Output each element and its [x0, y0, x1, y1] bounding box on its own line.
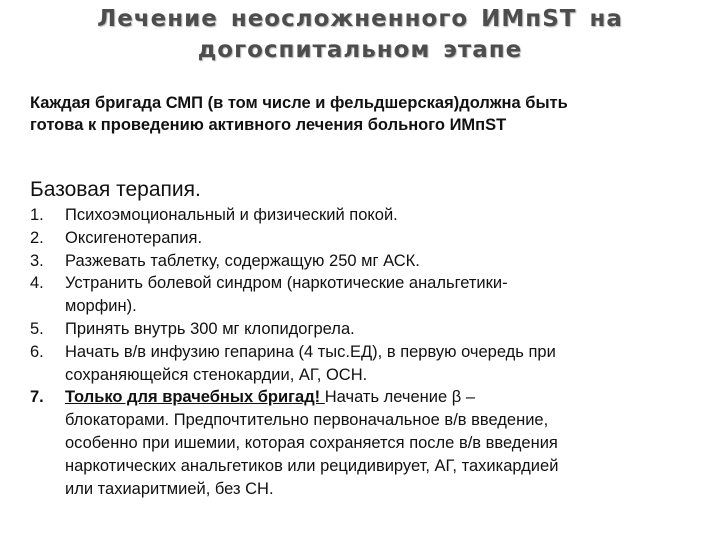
list-item [30, 227, 690, 250]
list-item [30, 341, 690, 387]
list-item-text: блокаторами. Предпочтительно первоначальное в/в введение, [65, 411, 549, 430]
list-item-text: Оксигенотерапия. [65, 228, 203, 247]
list-item-text: Психоэмоциональный и физический покой. [65, 206, 398, 224]
list-item-text: Устранить болевой синдром (наркотические анальгетики- [65, 274, 508, 293]
intro-line-1: Каждая бригада СМП (в том числе и фельдшерская)должна быть [30, 94, 568, 112]
list-item-first-line [65, 386, 690, 409]
list-item [30, 272, 690, 318]
list-item-text: морфин). [65, 297, 137, 316]
list-item-text: сохраняющейся стенокардии, АГ, ОСН. [65, 365, 368, 384]
slide-title-line-2: догоспитальном этапе [197, 37, 523, 63]
intro-line-2: готова к проведению активного лечения больного ИМпST [30, 116, 507, 134]
base-therapy-heading: Базовая терапия. [30, 178, 201, 201]
list-item-number: 4. [30, 274, 44, 293]
list-item [30, 318, 690, 341]
slide-title [0, 4, 720, 66]
therapy-list [30, 204, 690, 500]
doctor-teams-emphasis: Только для врачебных бригад! [65, 388, 325, 407]
list-item-number: 3. [30, 251, 44, 270]
list-item-text: особенно при ишемии, которая сохраняется после в/в введения [65, 433, 558, 452]
list-item [30, 250, 690, 273]
list-item-text: Разжевать таблетку, содержащую 250 мг АСК. [65, 251, 420, 270]
list-item-number: 5. [30, 319, 44, 338]
list-item-number: 2. [30, 228, 44, 247]
list-item-number: 7. [30, 388, 44, 407]
list-item [30, 386, 690, 500]
list-item-number: 6. [30, 342, 44, 361]
list-item-text: Начать лечение β – [324, 388, 476, 407]
list-item-text: или тахиаритмией, без СН. [65, 479, 274, 498]
intro-paragraph [30, 92, 700, 136]
list-item-text: наркотических анальгетиков или рецидивирует, АГ, тахикардией [65, 456, 559, 475]
list-item-text: Принять внутрь 300 мг клопидогрела. [65, 319, 355, 338]
list-item-number: 1. [30, 206, 44, 224]
slide-title-line-1: Лечение неосложненного ИМпST на [97, 6, 623, 32]
list-item-text: Начать в/в инфузию гепарина (4 тыс.ЕД), в первую очередь при [65, 342, 556, 361]
list-item [30, 204, 690, 227]
